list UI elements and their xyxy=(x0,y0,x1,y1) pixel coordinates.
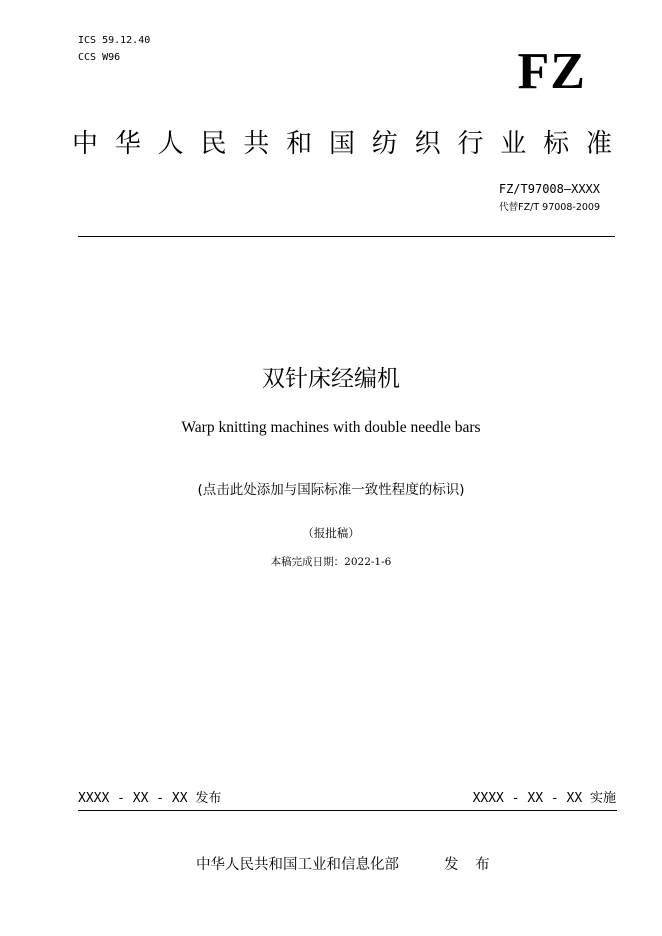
issue-date: XXXX - XX - XX xyxy=(78,791,188,806)
issue-label: 发布 xyxy=(195,791,222,806)
ccs-code: CCS W96 xyxy=(78,52,121,63)
title-char: 业 xyxy=(500,129,527,159)
implement-label: 实施 xyxy=(589,791,616,806)
standard-category-title xyxy=(72,128,612,160)
document-title-en: Warp knitting machines with double needle bars xyxy=(181,419,481,436)
issue-date-line xyxy=(78,790,221,808)
title-char: 织 xyxy=(414,129,441,159)
publish-label: 发 布 xyxy=(444,857,496,873)
replaces-standard: 代替FZ/T 97008-2009 xyxy=(499,202,600,213)
consistency-note[interactable]: (点击此处添加与国际标准一致性程度的标识) xyxy=(197,482,465,498)
title-char: 纺 xyxy=(371,129,398,159)
title-char: 华 xyxy=(114,129,141,159)
title-char: 国 xyxy=(328,129,355,159)
completion-date: 本稿完成日期：2022-1-6 xyxy=(270,556,392,568)
title-char: 民 xyxy=(200,129,227,159)
issuing-ministry: 中华人民共和国工业和信息化部 xyxy=(196,857,399,873)
title-char: 人 xyxy=(157,129,184,159)
title-char: 和 xyxy=(286,129,313,159)
title-char: 共 xyxy=(243,129,270,159)
title-char: 行 xyxy=(457,129,484,159)
title-char: 标 xyxy=(543,129,570,159)
draft-status: （报批稿） xyxy=(302,526,360,540)
ics-code: ICS 59.12.40 xyxy=(78,35,151,46)
title-char: 中 xyxy=(72,129,99,159)
implement-date: XXXX - XX - XX xyxy=(472,791,583,806)
footer-divider xyxy=(78,810,617,811)
fz-logo: FZ xyxy=(517,43,586,100)
document-title-cn: 双针床经编机 xyxy=(262,366,400,392)
title-char: 准 xyxy=(585,129,612,159)
header-divider xyxy=(78,236,615,237)
standard-number: FZ/T97008—XXXX xyxy=(498,182,600,196)
implement-date-line xyxy=(473,790,616,808)
